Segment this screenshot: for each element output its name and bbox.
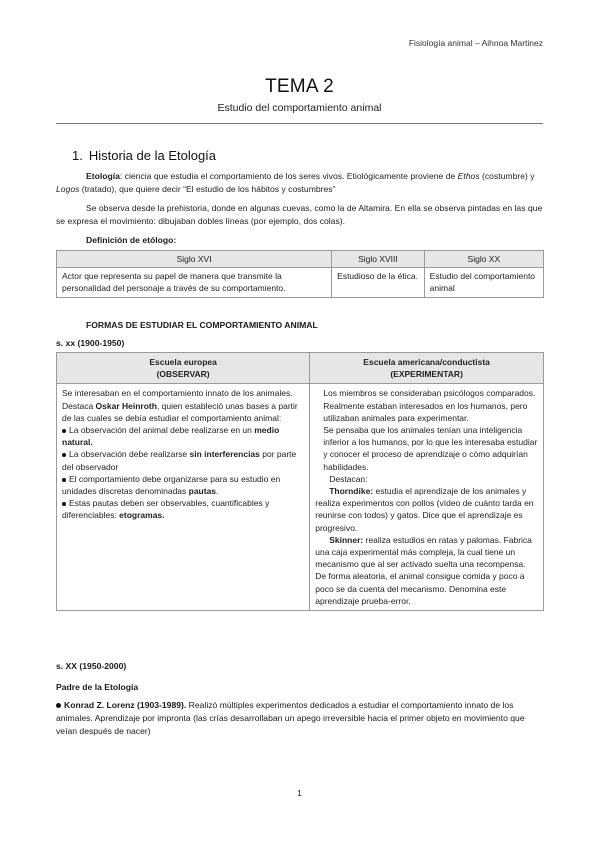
header-line: (EXPERIMENTAR) (390, 369, 463, 380)
bullet-icon (62, 502, 66, 506)
term-ethos: Ethos (457, 171, 480, 181)
table-row (57, 268, 544, 297)
escuelas-table (56, 352, 544, 611)
etologo-definition-table (56, 250, 544, 298)
table-cell: Estudio del comportamiento animal (424, 268, 543, 297)
cell-escuela-americana (310, 384, 544, 611)
term-logos: Logos (56, 183, 80, 194)
bullet-icon (62, 453, 66, 457)
text-line: Se interesaban en el comportamiento innato de los animales. (62, 388, 293, 399)
text-bold: pautas (188, 486, 217, 497)
page-subtitle: Estudio del comportamiento animal (217, 102, 382, 114)
text-fragment: estudia el aprendizaje de los animales y realiza experimentos con pollos (vídeo de cuánto tarda en reunirse con todos) y gatos. Dice que el aprendizaje es progresivo. (315, 486, 534, 533)
table-header-cell: Siglo XVI (57, 251, 332, 268)
text-fragment: por parte del observador (62, 449, 297, 472)
text-line (315, 534, 538, 607)
table-header-cell: Siglo XVIII (332, 251, 425, 268)
text-line (315, 485, 538, 534)
definition-label: Definición de etólogo: (86, 235, 177, 245)
page-title: TEMA 2 (265, 76, 334, 97)
bullet-icon (56, 703, 61, 708)
text-fragment: Estas pautas deben ser observables, cuantificables y diferenciables: (62, 498, 270, 521)
era-label-1950: s. XX (1950-2000) (56, 661, 127, 671)
text-fragment: (costumbre) y (479, 171, 535, 181)
table-header-row (57, 353, 544, 384)
name-lorenz: Konrad Z. Lorenz (1903-1989). (64, 700, 187, 710)
name-heinroth: Oskar Heinroth (95, 400, 157, 411)
header-escuela-americana (310, 353, 544, 384)
era-label-1900: s. xx (1900-1950) (56, 338, 125, 348)
document-header: Fisiología animal – Aihnoa Martinez (408, 38, 543, 48)
bullet-icon (62, 478, 66, 482)
cell-escuela-europea (57, 384, 310, 611)
text-fragment: El comportamiento debe organizarse para su estudio en unidades discretas denominadas (62, 473, 281, 497)
list-item (62, 448, 304, 472)
section-title: Historia de la Etología (88, 148, 217, 163)
text-fragment: La observación del animal debe realizarse en un (69, 425, 255, 436)
text-fragment: realiza estudios en ratas y palomas. Fabrica una caja experimental más compleja, la cual tiene un mecanismo que al ser activado suelta una recompensa. De forma aleatoria, el animal consigue comida y poco a poco se da cuenta del mecanismo. Denomina este aprendizaje prueba-error. (315, 534, 532, 606)
text-fragment: : ciencia que estudia el comportamiento de los seres vivos. Etiológicamente proviene de (119, 171, 458, 181)
text-line (62, 400, 304, 424)
table-header-row (57, 251, 544, 268)
text-fragment: . (216, 486, 219, 497)
text-fragment: La observación debe realizarse (69, 449, 190, 460)
text-line: Los miembros se consideraban psicólogos comparados. Realmente estaban interesados en los humanos, pero utilizaban animales para experimentar. (323, 388, 536, 423)
header-line: Escuela americana/conductista (363, 357, 490, 367)
text-fragment: (tratado), que quiere decir “El estudio de los hábitos y costumbres” (79, 183, 336, 194)
formas-heading: FORMAS DE ESTUDIAR EL COMPORTAMIENTO ANIMAL (86, 320, 318, 330)
text-line: Destacan: (329, 473, 368, 484)
table-cell: Actor que representa su papel de manera que transmite la personalidad del personaje a través de su comportamiento. (57, 268, 332, 297)
text-bold: medio natural. (62, 425, 280, 448)
section-heading (72, 148, 216, 163)
padre-label: Padre de la Etología (56, 682, 139, 692)
header-line: (OBSERVAR) (156, 369, 210, 380)
konrad-lorenz-item (56, 699, 543, 738)
paragraph-prehistoria: Se observa desde la prehistoria, donde en algunas cuevas, como la de Altamira. En ella se observa pintadas en las que se expresa el movimiento: dibujaban dobles líneas (por ejemplo, dos colas). (56, 203, 543, 226)
title-divider (56, 123, 543, 124)
text-bold: etogramas. (119, 510, 165, 521)
header-line: Escuela europea (149, 357, 217, 367)
header-escuela-europea (57, 353, 310, 384)
text-line: Se pensaba que los animales tenían una inteligencia inferior a los humanos, por lo que les interesaba estudiar y conocer el proceso de aprendizaje o cómo adquirían habilidades. (323, 425, 538, 472)
bullet-icon (62, 429, 66, 433)
table-header-cell: Siglo XX (424, 251, 543, 268)
title-block (56, 76, 543, 114)
page-number: 1 (297, 788, 302, 798)
list-item (62, 424, 304, 448)
text-fragment: , quien estableció unas bases a partir de las cuales se debía estudiar el comportamiento animal: (62, 400, 298, 423)
name-thorndike: Thorndike: (329, 486, 374, 497)
term-etologia: Etología (86, 171, 120, 181)
text-fragment: Realizó múltiples experimentos dedicados a estudiar el comportamiento innato de los animales. Aprendizaje por impronta (las crías desarrollaban un apego irreversible hacia el primer objeto en movimiento que veían después de nacer) (56, 700, 525, 736)
text-fragment: Destaca (62, 400, 96, 411)
text-bold: sin interferencias (189, 449, 260, 460)
list-item (62, 473, 304, 497)
name-skinner: Skinner: (329, 534, 364, 545)
table-cell: Estudioso de la ética. (332, 268, 425, 297)
list-item (62, 497, 304, 521)
section-number: 1. (72, 148, 83, 163)
paragraph-etologia (56, 170, 543, 195)
table-row (57, 384, 544, 611)
